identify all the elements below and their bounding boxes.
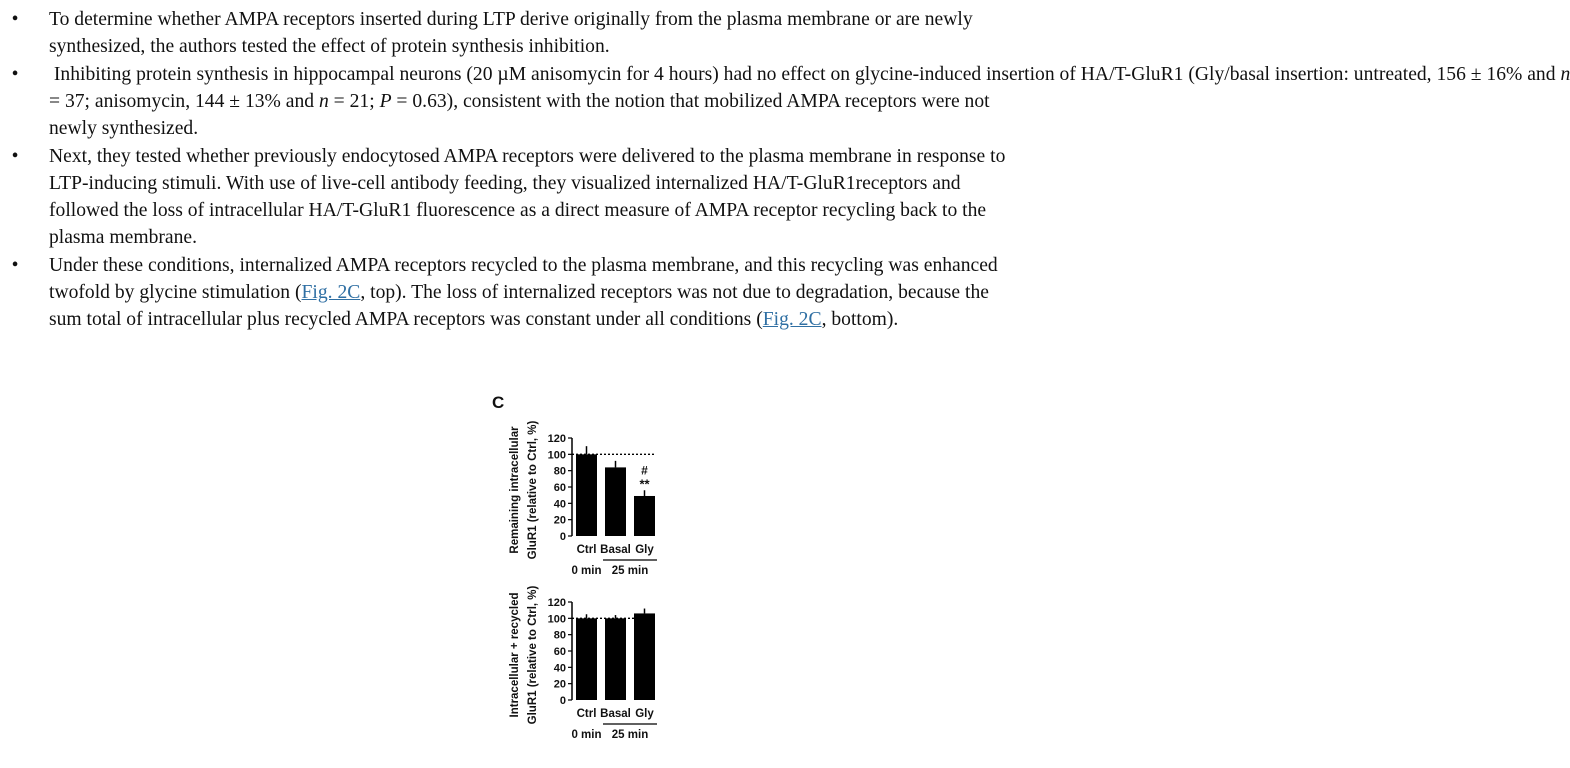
bar-ctrl bbox=[576, 454, 597, 536]
figure-2c bbox=[486, 390, 676, 750]
chart-top bbox=[509, 421, 657, 577]
significance-hash: # bbox=[641, 463, 648, 478]
y-tick-label: 20 bbox=[553, 678, 566, 691]
bullet-dot: • bbox=[11, 9, 19, 30]
group-label-25min: 25 min bbox=[611, 729, 649, 741]
bullet-list bbox=[0, 6, 1570, 334]
significance-stars: ** bbox=[639, 476, 650, 492]
figure-2c-svg bbox=[486, 390, 676, 750]
y-axis-label-line2: GluR1 (relative to Ctrl, %) bbox=[527, 420, 539, 560]
bullet-dot: • bbox=[11, 255, 19, 276]
group-label-25min: 25 min bbox=[611, 565, 649, 577]
category-label: Gly bbox=[635, 708, 654, 720]
bullet-text: Inhibiting protein synthesis in hippocampal neurons (20 µM anisomycin for 4 hours) had no effect on glycine-induced insertion of HA/T-GluR1 (Gly/basal insertion: untreated, 156 ± 16% and bbox=[49, 64, 1561, 85]
y-tick-label: 20 bbox=[553, 514, 566, 527]
bullet-text: = 37; anisomycin, 144 ± 13% and bbox=[49, 91, 319, 112]
y-tick-label: 120 bbox=[547, 597, 566, 609]
category-label: Basal bbox=[600, 708, 631, 720]
bullet-item-3 bbox=[0, 143, 1018, 251]
y-axis-label-line2: GluR1 (relative to Ctrl, %) bbox=[527, 585, 539, 725]
y-tick-label: 60 bbox=[553, 482, 566, 494]
category-label: Ctrl bbox=[576, 708, 597, 720]
bar-basal bbox=[605, 467, 626, 536]
category-label: Ctrl bbox=[576, 544, 597, 556]
y-axis-label-line1: Remaining intracellular bbox=[509, 426, 521, 554]
fig-2c-link[interactable]: Fig. 2C bbox=[301, 282, 361, 303]
bullet-dot: • bbox=[11, 146, 19, 167]
bar-gly bbox=[634, 496, 655, 536]
y-axis-label-line1: Intracellular + recycled bbox=[509, 592, 521, 718]
y-tick-label: 40 bbox=[553, 662, 566, 675]
n-symbol: n bbox=[318, 91, 329, 112]
category-label: Basal bbox=[600, 544, 631, 556]
category-label: Gly bbox=[635, 544, 654, 556]
bullet-text: To determine whether AMPA receptors inserted during LTP derive originally from the plasma membrane or are newly synthesized, the authors tested the effect of protein synthesis inhibition. bbox=[49, 9, 973, 57]
bullet-item-1 bbox=[0, 6, 1018, 60]
y-tick-label: 120 bbox=[547, 433, 566, 445]
bullet-dot: • bbox=[11, 64, 19, 85]
bullet-text: Under these conditions, internalized AMPA receptors recycled to the plasma membrane, and this recycling was enhanced twofold by glycine stimulation ( bbox=[49, 255, 998, 303]
group-label-0min: 0 min bbox=[571, 565, 602, 577]
y-tick-label: 0 bbox=[559, 531, 566, 543]
y-tick-label: 100 bbox=[547, 449, 566, 462]
y-tick-label: 80 bbox=[553, 629, 566, 642]
fig-2c-link[interactable]: Fig. 2C bbox=[762, 309, 822, 330]
y-tick-label: 80 bbox=[553, 465, 566, 478]
y-tick-label: 40 bbox=[553, 498, 566, 511]
y-tick-label: 0 bbox=[559, 695, 566, 707]
bullet-item-4 bbox=[0, 252, 1018, 333]
bullet-text: = 21; bbox=[328, 91, 380, 112]
n-symbol: n bbox=[1560, 64, 1570, 85]
bullet-text: , bottom). bbox=[821, 309, 899, 330]
bullet-text: Next, they tested whether previously endocytosed AMPA receptors were delivered to the plasma membrane in response to LTP-inducing stimuli. With use of live-cell antibody feeding, they visualized internalized HA/T-GluR1receptors and followed the loss of intracellular HA/T-GluR1 fluorescence as a direct measure of AMPA receptor recycling back to the plasma membrane. bbox=[49, 146, 1006, 248]
y-tick-label: 100 bbox=[547, 613, 566, 626]
bar-gly bbox=[634, 613, 655, 700]
bar-basal bbox=[605, 618, 626, 700]
p-symbol: P bbox=[379, 91, 392, 112]
y-tick-label: 60 bbox=[553, 646, 566, 658]
chart-bottom bbox=[509, 586, 657, 741]
bullet-text: , top). The loss of internalized receptors was not due to degradation, because the sum total of intracellular plus recycled AMPA receptors was constant under all conditions ( bbox=[49, 282, 989, 330]
bar-ctrl bbox=[576, 618, 597, 700]
panel-label: C bbox=[492, 393, 505, 412]
group-label-0min: 0 min bbox=[571, 729, 602, 741]
bullet-item-2 bbox=[0, 61, 1570, 142]
bullet-text: = 0.63), consistent with the notion that mobilized AMPA receptors were not newly synthesized. bbox=[49, 91, 990, 139]
